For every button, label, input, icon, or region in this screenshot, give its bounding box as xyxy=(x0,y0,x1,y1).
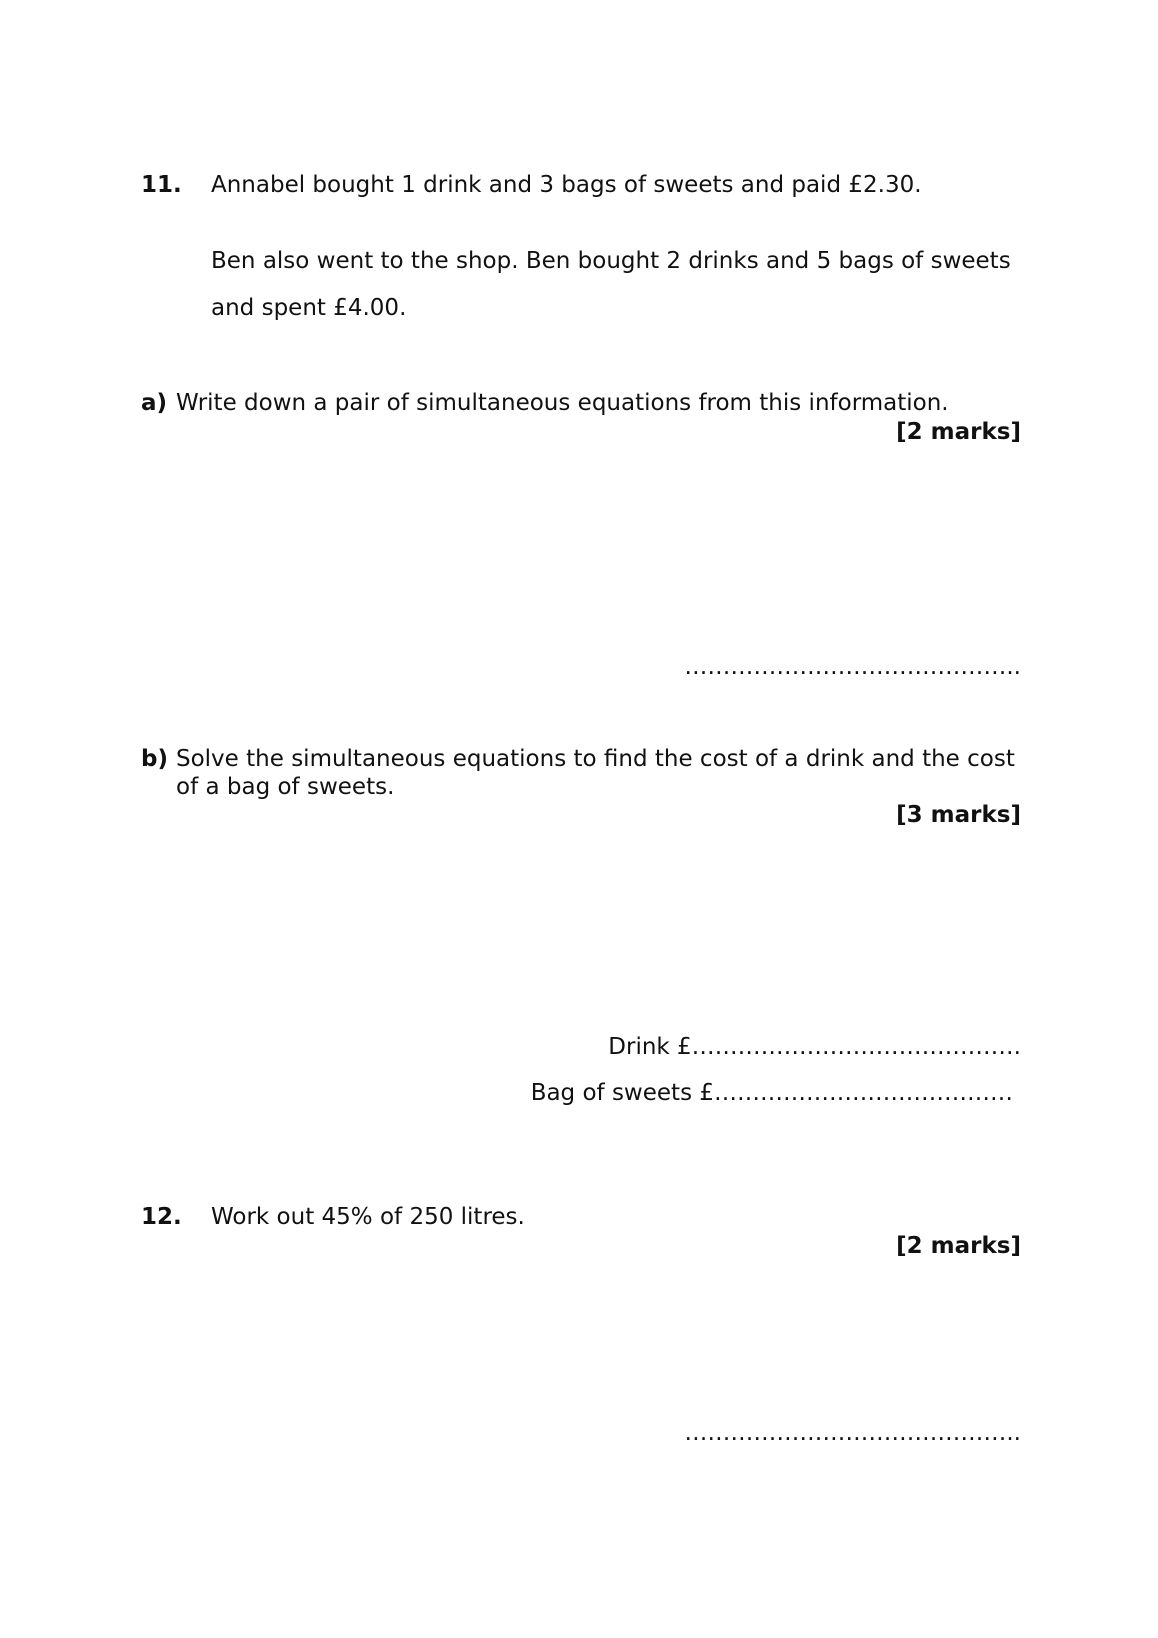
part-a-text: Write down a pair of simultaneous equations from this information. xyxy=(176,390,949,416)
part-a-answer-line: …………………………………….. xyxy=(684,654,1021,680)
question-12-number: 12. xyxy=(141,1204,182,1230)
question-11-line-3: and spent £4.00. xyxy=(211,295,407,321)
part-b-text-line-2: of a bag of sweets. xyxy=(176,774,395,800)
drink-answer-line: Drink £……………………………………. xyxy=(608,1034,1021,1060)
question-11-number: 11. xyxy=(141,172,182,198)
question-12-marks: [2 marks] xyxy=(896,1233,1021,1259)
part-b-text-line-1: Solve the simultaneous equations to find the cost of a drink and the cost xyxy=(176,746,1015,772)
part-b-marks: [3 marks] xyxy=(896,802,1021,828)
question-11-line-2: Ben also went to the shop. Ben bought 2 drinks and 5 bags of sweets xyxy=(211,248,1011,274)
question-11-line-1: Annabel bought 1 drink and 3 bags of sweets and paid £2.30. xyxy=(211,172,922,198)
part-a-label: a) xyxy=(141,390,168,416)
sweets-answer-line: Bag of sweets £………………………………… xyxy=(530,1080,1013,1106)
part-b-label: b) xyxy=(141,746,168,772)
question-12-answer-line: …………………………………….. xyxy=(684,1420,1021,1446)
part-a-marks: [2 marks] xyxy=(896,419,1021,445)
question-12-text: Work out 45% of 250 litres. xyxy=(211,1204,525,1230)
